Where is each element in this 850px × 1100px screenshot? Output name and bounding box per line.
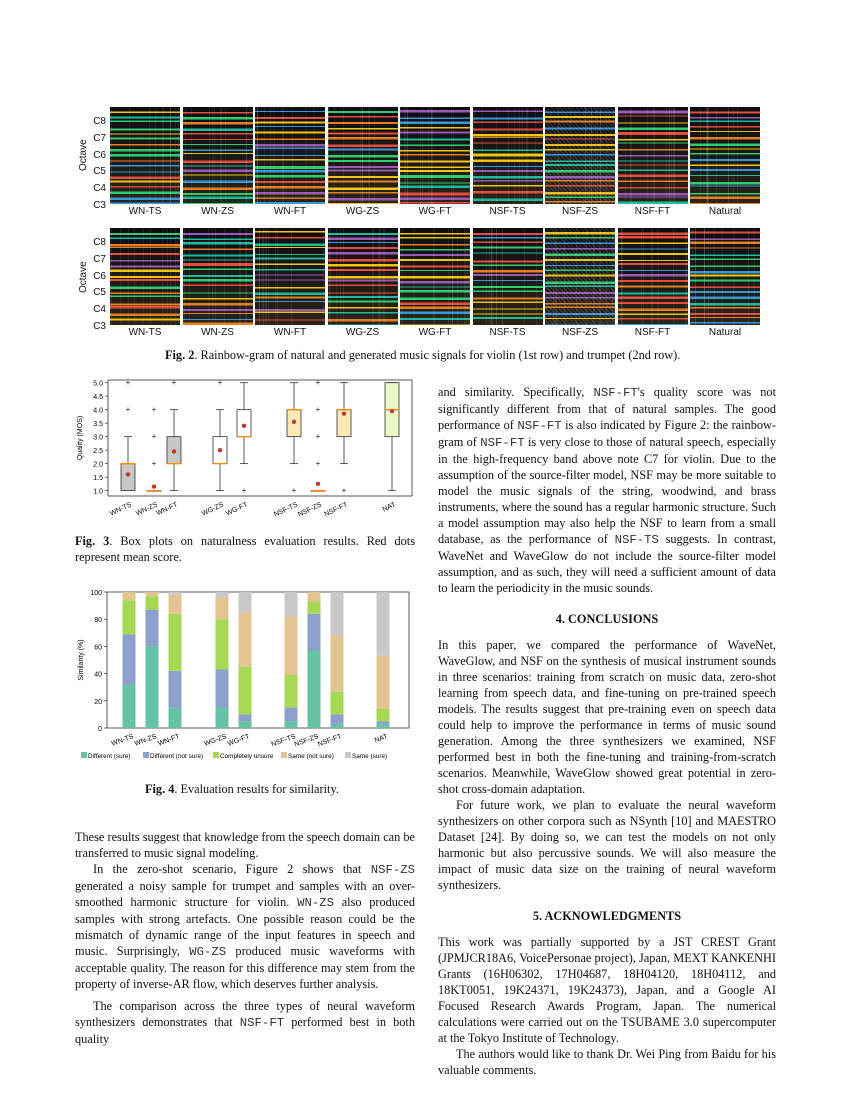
bar-segment: [285, 721, 298, 728]
rainbowgram-panel-label: NSF-ZS: [561, 206, 599, 217]
rainbowgram-panel: [618, 228, 688, 325]
bar-segment: [169, 592, 182, 595]
bar-segment: [308, 592, 321, 602]
octave-tick-label: C4: [93, 304, 106, 316]
bar-segment: [377, 724, 390, 728]
bar-segment: [169, 708, 182, 728]
rainbowgram-panel-label: Natural: [708, 206, 742, 217]
bar-segment: [331, 636, 344, 692]
bar-segment: [146, 592, 159, 596]
legend-swatch: [281, 752, 287, 758]
rainbowgram-panel-label: NSF-ZS: [561, 327, 599, 338]
octave-tick-label: C5: [93, 287, 106, 299]
paragraph: [438, 384, 776, 596]
rainbowgram-panel-label: WG-ZS: [345, 206, 380, 217]
octave-tick-label: C6: [93, 149, 106, 161]
rainbowgram-panel: [328, 228, 398, 325]
rainbowgram-panel-label: NSF-FT: [634, 327, 671, 338]
box-flier: +: [217, 378, 223, 388]
text-run: performed best in both quality: [75, 1015, 415, 1046]
octave-tick-label: C3: [93, 200, 106, 211]
bar-segment: [377, 709, 390, 721]
box-mean-dot: [152, 484, 156, 488]
octave-tick-label: C6: [93, 270, 106, 282]
figure-3-caption: [75, 533, 415, 565]
box-mean-dot: [242, 424, 246, 428]
bar-segment: [216, 592, 229, 597]
figure-4-label: Fig. 4: [145, 782, 175, 796]
bar-segment: [123, 634, 136, 684]
bar-segment: [146, 610, 159, 647]
bar-segment: [239, 714, 252, 721]
bar-segment: [146, 646, 159, 728]
rainbowgram-panel-label: WG-FT: [418, 206, 452, 217]
y-tick-label: 3.0: [93, 434, 103, 442]
box-flier: +: [341, 486, 347, 496]
y-axis-label: Similarity (%): [78, 639, 85, 681]
rainbowgram-panel-label: WG-FT: [418, 327, 452, 338]
rainbowgram-panel: [473, 228, 543, 325]
box-mean-dot: [342, 412, 346, 416]
rainbowgram-panel: [255, 228, 325, 325]
octave-tick-label: C5: [93, 166, 106, 178]
code-token: NSF-FT: [593, 386, 638, 400]
legend-swatch: [345, 752, 351, 758]
x-tick-label: WN-TS: [110, 733, 135, 748]
text-run: is very close to those of natural speech, especially in the high-frequency band above note C7 for violin. Due to the assumption of the source-filter model, NSF may be more suitable to model the music signals of the string, woodwind, and brass instruments, where the sound has a regular harmonic structure. Such a model assumption may also help the NSF to learn from a small database, as the performance of: [438, 435, 776, 546]
bar-segment: [331, 691, 344, 714]
octave-tick-label: C3: [93, 321, 106, 332]
octave-axis-label-row1: Octave: [78, 139, 89, 171]
rainbowgram-panel: [545, 228, 615, 325]
box-flier: +: [291, 486, 297, 496]
y-tick-label: 0: [98, 726, 102, 733]
legend-swatch: [81, 752, 87, 758]
text-run: and similarity. Specifically,: [438, 385, 594, 399]
paragraph: For future work, we plan to evaluate the neural waveform synthesizers on other corpora such as NSynth [10] and MAESTRO Dataset [24]. By doing so, we can test the models on not only harmonic but also percussive sounds. We will also measure the impact of music data size on the training of neural waveform synthesizers.: [438, 798, 776, 892]
rainbowgram-panel-label: WN-FT: [273, 206, 307, 217]
paragraph: [75, 861, 415, 992]
x-tick-label: NSF-ZS: [293, 733, 320, 749]
x-tick-label: NSF-TS: [270, 733, 297, 749]
box-mean-dot: [126, 472, 130, 476]
x-tick-label: WG-ZS: [200, 501, 225, 518]
rainbowgram-panel-label: Natural: [708, 327, 742, 338]
box-flier: +: [171, 378, 177, 388]
right-column-text: [438, 384, 776, 1078]
figure-4-stacked-bars: [75, 582, 415, 770]
code-token: WN-ZS: [297, 896, 334, 910]
rainbowgram-panel-label: WN-FT: [273, 327, 307, 338]
bar-segment: [123, 684, 136, 728]
y-tick-label: 4.0: [93, 407, 103, 415]
rainbowgram-panel-label: NSF-TS: [489, 206, 526, 217]
text-run: also produced samples with strong artefacts. One possible reason could be the mismatch of dynamic range of the input features in speech and music. Surprisingly,: [75, 895, 415, 958]
x-tick-label: NSF-ZS: [296, 501, 323, 518]
box-flier: +: [125, 405, 131, 415]
bar-segment: [146, 596, 159, 610]
y-tick-label: 2.0: [93, 461, 103, 469]
legend-swatch: [143, 752, 149, 758]
bar-segment: [285, 708, 298, 722]
figure-4-caption-text: . Evaluation results for similarity.: [174, 782, 339, 796]
x-tick-label: WG-FT: [225, 501, 249, 518]
octave-tick-label: C8: [93, 237, 106, 248]
legend-label: Completely unsure: [220, 753, 274, 760]
text-run: suggests. In contrast, WaveNet and WaveGlow do not include the source-filter model assumption, and as such, they will need a sufficient amount of data to learn the periodicity in the music sounds.: [438, 532, 776, 595]
box-flier: +: [151, 432, 157, 442]
box-flier: +: [151, 405, 157, 415]
bar-segment: [285, 675, 298, 708]
bar-segment: [169, 671, 182, 708]
figure-3-label: Fig. 3: [75, 534, 110, 548]
bar-segment: [285, 616, 298, 674]
rainbowgram-panel-label: WN-ZS: [201, 327, 234, 338]
paragraph: [75, 998, 415, 1047]
code-token: NSF-FT: [517, 419, 562, 433]
legend-label: Different (sure): [88, 753, 131, 760]
bar-segment: [308, 650, 321, 728]
x-tick-label: WN-ZS: [135, 501, 159, 518]
rainbowgram-panel: [183, 228, 253, 325]
x-tick-label: NAT: [381, 501, 397, 514]
x-tick-label: NSF-FT: [316, 733, 343, 749]
text-run: is also indicated by Figure 2: the rainbow-gram of: [438, 418, 776, 449]
code-token: NSF-TS: [614, 533, 659, 547]
text-run: 's quality score was not significantly different from that of natural samples. The good performance of: [438, 385, 776, 432]
bar-segment: [331, 714, 344, 724]
x-tick-label: WG-ZS: [203, 733, 228, 748]
box-flier: +: [315, 432, 321, 442]
octave-tick-label: C7: [93, 132, 106, 144]
y-tick-label: 20: [94, 698, 102, 706]
code-token: WG-ZS: [189, 945, 227, 959]
bar-segment: [331, 724, 344, 728]
figure-3-boxplot: [72, 378, 420, 518]
rainbowgram-panel-label: NSF-TS: [489, 327, 526, 338]
text-run: In the zero-shot scenario, Figure 2 shows that: [93, 862, 371, 876]
y-tick-label: 40: [94, 671, 102, 679]
bar-segment: [123, 600, 136, 634]
box-flier: +: [315, 405, 321, 415]
octave-axis-label-row2: Octave: [78, 261, 89, 293]
bar-segment: [216, 708, 229, 728]
y-tick-label: 1.5: [93, 475, 103, 483]
bar-segment: [239, 592, 252, 612]
y-tick-label: 1.0: [93, 488, 103, 496]
rainbowgram-panel: [400, 107, 470, 204]
box-flier: +: [151, 459, 157, 469]
paragraph: In this paper, we compared the performance of WaveNet, WaveGlow, and NSF on the synthesis of musical instrument sounds in three scenarios: training from scratch on music data, zero-shot learning from speech data, and fine-tuning on pre-trained speech models. The results suggest that pre-training even on speech data could help to improve the performance in terms of music sound generation. Among the three synthesizers we examined, NSF performed best in both the fine-tuning and training-from-scratch scenarios. Meanwhile, WaveGlow showed great potential in zero-shot cross-domain adaptation.: [438, 638, 776, 796]
x-tick-label: NAT: [373, 733, 389, 745]
figure-2-caption: [165, 347, 725, 363]
bar-segment: [308, 614, 321, 651]
rainbowgram-panel: [473, 107, 543, 204]
rainbowgram-panel: [690, 107, 760, 204]
box-mean-dot: [172, 449, 176, 453]
rainbowgram-panel: [328, 107, 398, 204]
paragraph: This work was partially supported by a JST CREST Grant (JPMJCR18A6, VoicePersonae project), Japan, MEXT KANKENHI Grants (16H06302, 17H04687, 18H04120, 18H04112, and 18KT0051, 19K24371, 19K24373), Japan, and a Google AI Focused Research Awards Program, Japan. The numerical calculations were carried out on the TSUBAME 3.0 supercomputer at the Tokyo Institute of Technology.: [438, 935, 776, 1045]
legend-label: Different (not sure): [150, 753, 204, 760]
box-flier: +: [125, 378, 131, 388]
bar-segment: [216, 597, 229, 619]
box-flier: +: [315, 459, 321, 469]
x-tick-label: NSF-FT: [323, 501, 349, 518]
bar-segment: [377, 656, 390, 709]
legend-label: Same (sure): [352, 753, 388, 760]
left-column-text: [75, 829, 415, 1047]
rainbowgram-panel: [255, 107, 325, 204]
x-tick-label: WN-ZS: [133, 733, 158, 748]
x-tick-label: WN-TS: [109, 501, 133, 518]
figure-3-caption-text: . Box plots on naturalness evaluation results. Red dots represent mean score.: [75, 534, 416, 564]
rainbowgram-panel: [110, 228, 180, 325]
bar-segment: [216, 670, 229, 708]
rainbowgram-panel: [618, 107, 688, 204]
rainbowgram-panel-label: WG-ZS: [345, 327, 380, 338]
rainbowgram-panel: [183, 107, 253, 204]
y-tick-label: 4.5: [93, 394, 103, 402]
paragraph: The authors would like to thank Dr. Wei Ping from Baidu for his valuable comments.: [438, 1047, 776, 1077]
box-mean-dot: [316, 482, 320, 486]
rainbowgram-panel: [545, 107, 615, 204]
rainbowgram-panel: [690, 228, 760, 325]
bar-segment: [123, 592, 136, 600]
y-tick-label: 5.0: [93, 380, 103, 388]
octave-tick-label: C7: [93, 253, 106, 265]
code-token: NSF-FT: [480, 436, 525, 450]
box-flier: +: [315, 378, 321, 388]
rainbowgram-panel: [400, 228, 470, 325]
y-axis-label: Quality (MOS): [77, 415, 84, 461]
bar-segment: [308, 602, 321, 614]
bar-segment: [377, 592, 390, 656]
legend-label: Same (not sure): [288, 753, 334, 760]
rainbowgram-panel-label: NSF-FT: [634, 206, 671, 217]
rainbowgram-panel-label: WN-TS: [128, 206, 162, 217]
section-heading-acknowledgments: 5. ACKNOWLEDGMENTS: [532, 909, 682, 923]
box: [237, 410, 251, 437]
y-tick-label: 80: [94, 617, 102, 625]
bar-segment: [285, 592, 298, 616]
y-tick-label: 3.5: [93, 421, 103, 429]
y-tick-label: 2.5: [93, 448, 103, 456]
text-run: produced music waveforms with acceptable quality. The reason for this difference may stem from the property of inverse-AR flow, which deserves further analysis.: [75, 944, 416, 991]
bar-segment: [216, 619, 229, 669]
bar-segment: [239, 612, 252, 666]
text-run: The comparison across the three types of neural waveform synthesizers demonstrates that: [75, 999, 415, 1029]
paragraph: These results suggest that knowledge from the speech domain can be transferred to music signal modeling.: [75, 830, 415, 860]
bar-segment: [331, 592, 344, 636]
box-mean-dot: [218, 448, 222, 452]
figure-4-caption: [145, 781, 395, 797]
figure-2-caption-text: . Rainbow-gram of natural and generated music signals for violin (1st row) and trumpet (2nd row).: [194, 348, 681, 362]
rainbowgram-panel-label: WN-ZS: [201, 206, 234, 217]
y-tick-label: 100: [90, 590, 102, 597]
x-tick-label: NSF-TS: [272, 501, 299, 518]
box-mean-dot: [390, 409, 394, 413]
octave-tick-label: C8: [93, 116, 106, 127]
x-tick-label: WN-FT: [155, 501, 179, 518]
x-tick-label: WN-FT: [157, 733, 181, 748]
text-run: generated a noisy sample for trumpet and samples with an over-smoothed harmonic structure for violin.: [75, 879, 415, 909]
legend-swatch: [213, 752, 219, 758]
box-mean-dot: [292, 420, 296, 424]
box: [121, 464, 135, 491]
octave-tick-label: C4: [93, 183, 106, 195]
bar-segment: [239, 667, 252, 715]
rainbowgram-panel: [110, 107, 180, 204]
figure-2-label: Fig. 2: [165, 348, 195, 362]
code-token: NSF-ZS: [370, 863, 415, 877]
code-token: NSF-FT: [239, 1016, 285, 1030]
bar-segment: [377, 721, 390, 724]
box-flier: +: [241, 486, 247, 496]
x-tick-label: WG-FT: [226, 733, 251, 748]
rainbowgram-panel-label: WN-TS: [128, 327, 162, 338]
bar-segment: [169, 595, 182, 614]
section-heading-conclusions: 4. CONCLUSIONS: [555, 612, 659, 626]
y-tick-label: 60: [94, 644, 102, 652]
bar-segment: [239, 721, 252, 728]
bar-segment: [169, 614, 182, 671]
